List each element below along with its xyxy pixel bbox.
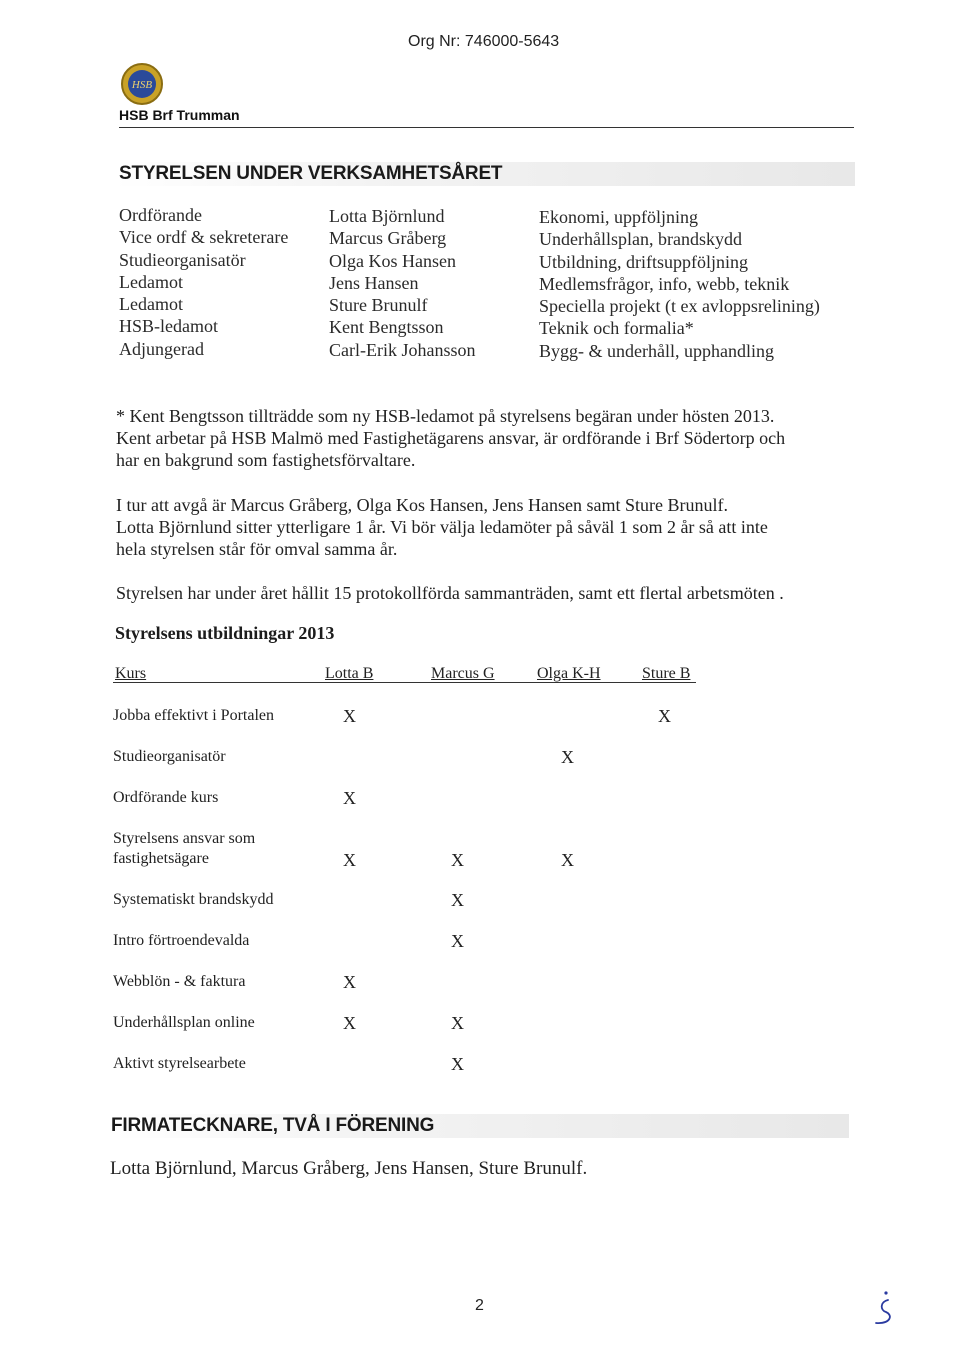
rotation-line: hela styrelsen står för omval samma år. <box>116 539 398 559</box>
course-name: Jobba effektivt i Portalen <box>113 707 274 724</box>
footnote-line: Kent arbetar på HSB Malmö med Fastighetägarens ansvar, är ordförande i Brf Södertorp och <box>116 428 786 448</box>
course-name: Intro förtroendevalda <box>113 932 250 949</box>
signatories-names: Lotta Björnlund, Marcus Gråberg, Jens Hansen, Sture Brunulf. <box>110 1158 588 1179</box>
board-section-title: STYRELSEN UNDER VERKSAMHETSÅRET <box>119 163 503 184</box>
page-number: 2 <box>475 1297 484 1314</box>
board-role: Vice ordf & sekreterare <box>119 227 289 248</box>
handwritten-initials <box>866 1290 900 1330</box>
board-member-name: Jens Hansen <box>329 272 419 293</box>
board-responsibility: Bygg- & underhåll, upphandling <box>539 340 774 361</box>
course-name: Systematiskt brandskydd <box>113 891 274 908</box>
rotation-line: I tur att avgå är Marcus Gråberg, Olga Kos Hansen, Jens Hansen samt Sture Brunulf. <box>116 495 729 515</box>
table-header-marcus: Marcus G <box>431 665 495 682</box>
board-member-name: Carl-Erik Johansson <box>329 339 476 360</box>
course-name: Styrelsens ansvar som fastighetsägare <box>113 830 256 867</box>
board-member-name: Olga Kos Hansen <box>329 250 456 271</box>
rotation-line: Lotta Björnlund sitter ytterligare 1 år. Vi bör välja ledamöter på såväl 1 som 2 år så att inte <box>116 517 768 537</box>
board-role: Ledamot <box>119 294 183 315</box>
org-number: Org Nr: 746000-5643 <box>408 33 560 50</box>
course-attendance-mark: X <box>343 972 356 992</box>
board-role: Ordförande <box>119 205 202 225</box>
course-name: Underhållsplan online <box>113 1014 255 1031</box>
table-header-sture: Sture B <box>642 665 691 682</box>
board-member-name: Kent Bengtsson <box>329 317 444 338</box>
signatories-section-title: FIRMATECKNARE, TVÅ I FÖRENING <box>111 1115 435 1136</box>
header-divider <box>119 127 854 128</box>
board-responsibility: Teknik och formalia* <box>539 318 694 339</box>
board-member-name: Marcus Gråberg <box>329 228 447 249</box>
table-header-rule <box>113 682 696 683</box>
course-attendance-mark: X <box>343 850 356 870</box>
course-name: Webblön - & faktura <box>113 973 246 990</box>
course-attendance-mark: X <box>343 706 356 726</box>
board-names-column <box>329 205 475 361</box>
association-name: HSB Brf Trumman <box>119 107 240 123</box>
course-name: Ordförande kurs <box>113 789 219 806</box>
board-role: HSB-ledamot <box>119 316 218 337</box>
board-responsibility: Underhållsplan, brandskydd <box>539 229 742 250</box>
board-responsibility: Utbildning, driftsuppföljning <box>539 251 748 272</box>
course-attendance-mark: X <box>561 747 574 767</box>
rotation-paragraph <box>116 494 768 560</box>
course-attendance-mark: X <box>451 850 464 870</box>
board-responsibility: Medlemsfrågor, info, webb, teknik <box>539 273 790 294</box>
board-responsibility: Ekonomi, uppföljning <box>539 207 698 227</box>
footnote-line: * Kent Bengtsson tillträdde som ny HSB-ledamot på styrelsens begäran under hösten 2013. <box>116 406 775 426</box>
course-attendance-mark: X <box>451 1013 464 1033</box>
footnote-line: har en bakgrund som fastighetsförvaltare. <box>116 450 416 470</box>
board-member-name: Sture Brunulf <box>329 295 428 316</box>
board-role: Ledamot <box>119 271 183 292</box>
course-attendance-mark: X <box>561 850 574 870</box>
board-member-name: Lotta Björnlund <box>329 206 445 226</box>
table-header-lotta: Lotta B <box>325 665 374 682</box>
board-role: Studieorganisatör <box>119 249 246 270</box>
board-areas-column <box>539 206 820 362</box>
board-role: Adjungerad <box>119 338 204 359</box>
board-roles-column <box>119 204 288 360</box>
table-header-olga: Olga K-H <box>537 665 601 682</box>
education-title: Styrelsens utbildningar 2013 <box>115 623 335 643</box>
course-attendance-mark: X <box>658 706 671 726</box>
board-responsibility: Speciella projekt (t ex avloppsrelining) <box>539 296 820 317</box>
course-attendance-mark: X <box>451 931 464 951</box>
course-name: Aktivt styrelsearbete <box>113 1055 246 1072</box>
course-attendance-mark: X <box>451 890 464 910</box>
footnote-paragraph <box>116 405 785 471</box>
hsb-logo <box>120 62 164 106</box>
course-attendance-mark: X <box>343 788 356 808</box>
course-name: Studieorganisatör <box>113 748 226 765</box>
table-header-course: Kurs <box>115 665 147 682</box>
course-attendance-mark: X <box>343 1013 356 1033</box>
svg-text:HSB: HSB <box>131 79 153 91</box>
meetings-paragraph: Styrelsen har under året hållit 15 protokollförda sammanträden, samt ett flertal arbetsmöten . <box>116 583 784 603</box>
course-attendance-mark: X <box>451 1054 464 1074</box>
